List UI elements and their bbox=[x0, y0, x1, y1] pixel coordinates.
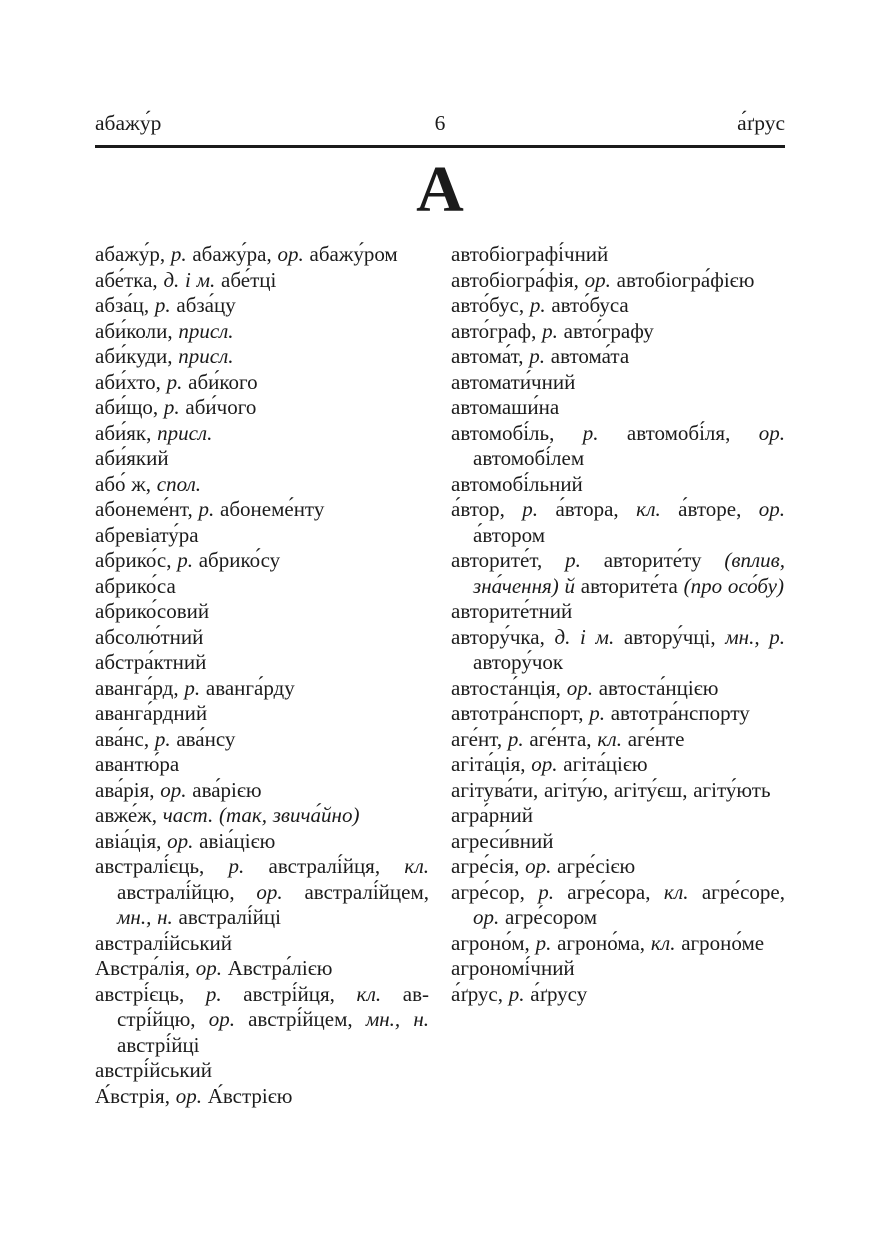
grammar-label: кл. bbox=[597, 726, 622, 751]
dictionary-entry bbox=[95, 523, 429, 549]
entry-text: ава́нс, bbox=[95, 726, 155, 751]
grammar-label: кл. bbox=[356, 981, 382, 1006]
entry-text: абрико́са bbox=[95, 573, 176, 598]
grammar-label: спол. bbox=[156, 471, 201, 496]
dictionary-entry bbox=[95, 625, 429, 651]
grammar-label: р. bbox=[184, 675, 201, 700]
dictionary-entry bbox=[451, 421, 785, 472]
entry-text: австралі́йцю, bbox=[117, 879, 257, 904]
entry-text: А́встрією bbox=[201, 1083, 293, 1108]
entry-text: австралі́йці bbox=[172, 905, 281, 929]
grammar-label: мн., н. bbox=[117, 905, 173, 929]
entry-text: аби́коли, bbox=[95, 318, 179, 343]
grammar-label: присл. bbox=[157, 420, 213, 445]
dictionary-entry bbox=[451, 880, 785, 931]
entry-text: австралі́йця, bbox=[244, 854, 405, 878]
grammar-label: р. bbox=[154, 293, 171, 317]
dictionary-entry bbox=[95, 1058, 429, 1084]
entry-text: автобіогра́фія, bbox=[451, 267, 585, 292]
dictionary-entry bbox=[451, 829, 785, 855]
entry-text: агроно́ма, bbox=[551, 930, 651, 955]
entry-text: автобіографі́чний bbox=[451, 242, 609, 266]
dictionary-entry bbox=[95, 395, 429, 421]
dictionary-entry bbox=[95, 701, 429, 727]
entry-text: авантю́ра bbox=[95, 752, 180, 776]
dictionary-entry bbox=[451, 982, 785, 1008]
page-number: 6 bbox=[434, 111, 446, 135]
entry-text: абажу́р, bbox=[95, 242, 171, 266]
dictionary-entry bbox=[95, 1084, 429, 1110]
entry-text: абе́тка, bbox=[95, 267, 164, 292]
dictionary-entry bbox=[451, 548, 785, 599]
dictionary-entry bbox=[451, 242, 785, 268]
dictionary-entry bbox=[451, 854, 785, 880]
entry-text: авторите́та bbox=[575, 573, 684, 598]
dictionary-entry bbox=[95, 931, 429, 957]
entry-text: аби́кого bbox=[182, 369, 258, 394]
dictionary-entry bbox=[451, 293, 785, 319]
dictionary-entry bbox=[95, 293, 429, 319]
entry-text: авто́буса bbox=[545, 293, 629, 317]
dictionary-entry bbox=[95, 421, 429, 447]
grammar-label: ор. bbox=[167, 828, 194, 853]
entry-text: абрико́совий bbox=[95, 599, 210, 623]
entry-text: а́вторе, bbox=[660, 497, 759, 521]
entry-text: авже́ж, bbox=[95, 803, 163, 827]
dictionary-entry bbox=[95, 829, 429, 855]
dictionary-entry bbox=[451, 370, 785, 396]
entry-text: австрі́йці bbox=[117, 1032, 200, 1057]
entry-text: а́ґрус, bbox=[451, 981, 509, 1006]
dictionary-entry bbox=[95, 344, 429, 370]
running-head-last-word: а́ґрус bbox=[737, 111, 785, 135]
grammar-label: д. і м. bbox=[163, 267, 216, 292]
entry-text: авторите́т, bbox=[451, 548, 566, 572]
entry-text: ава́рією bbox=[186, 777, 262, 802]
entry-text: агіта́цією bbox=[557, 752, 648, 776]
dictionary-entry bbox=[95, 803, 429, 829]
entry-text: ава́рія, bbox=[95, 777, 161, 802]
entry-text: автотра́нспорт, bbox=[451, 701, 590, 725]
dictionary-entry bbox=[95, 242, 429, 268]
entry-text: агре́сором bbox=[499, 905, 597, 929]
entry-text: Австра́лія, bbox=[95, 956, 196, 980]
entry-text: або́ ж, bbox=[95, 471, 157, 496]
dictionary-entry bbox=[451, 497, 785, 548]
grammar-label: д. і м. bbox=[554, 624, 615, 649]
dictionary-entry bbox=[451, 752, 785, 778]
dictionary-entry bbox=[95, 727, 429, 753]
grammar-label: р. bbox=[535, 930, 552, 955]
section-letter: А bbox=[416, 153, 464, 226]
entry-text: автору́чок bbox=[473, 650, 564, 674]
entry-text: автомобі́ль, bbox=[451, 420, 583, 445]
dictionary-entry bbox=[95, 778, 429, 804]
dictionary-entry bbox=[451, 344, 785, 370]
dictionary-entry bbox=[451, 727, 785, 753]
entry-text: австрі́йцю, bbox=[117, 981, 429, 1031]
entry-text: ава́нсу bbox=[170, 726, 236, 751]
entry-text: автома́т, bbox=[451, 344, 530, 368]
grammar-label: присл. bbox=[178, 344, 234, 368]
grammar-label: кл. bbox=[663, 879, 689, 904]
grammar-label: й bbox=[564, 573, 576, 598]
dictionary-entry bbox=[95, 548, 429, 574]
grammar-label: ор. bbox=[195, 956, 222, 980]
grammar-label: ор. bbox=[584, 267, 611, 292]
grammar-label: ор. bbox=[566, 675, 593, 700]
dictionary-entry bbox=[95, 676, 429, 702]
entry-text: австрі́йця, bbox=[221, 981, 357, 1006]
entry-text: агроно́ме bbox=[675, 930, 765, 955]
entry-text: аванга́рду bbox=[200, 675, 295, 700]
entry-text: агреси́вний bbox=[451, 828, 554, 853]
entry-text: авіа́ція, bbox=[95, 828, 168, 853]
dictionary-entry bbox=[451, 778, 785, 804]
entry-text: автоста́нція, bbox=[451, 675, 567, 700]
grammar-label: ор. bbox=[473, 905, 500, 929]
column-left bbox=[95, 242, 429, 1109]
grammar-label: кл. bbox=[650, 930, 676, 955]
entry-text: автомобі́ля, bbox=[598, 420, 759, 445]
grammar-label: р. bbox=[228, 854, 245, 878]
entry-text: абстра́ктний bbox=[95, 650, 207, 674]
entry-text: агре́сор, bbox=[451, 879, 539, 904]
entry-text: автору́чка, bbox=[451, 624, 555, 649]
entry-text: а́втора, bbox=[538, 497, 637, 521]
entry-text: автотра́нспорту bbox=[604, 701, 750, 725]
header-rule bbox=[95, 145, 785, 148]
dictionary-entry bbox=[451, 676, 785, 702]
entry-text: агре́сією bbox=[551, 854, 636, 878]
grammar-label: ор. bbox=[531, 752, 558, 776]
entry-text: австралі́йський bbox=[95, 930, 233, 955]
entry-text: агітува́ти, агіту́ю, агіту́єш, агіту́ють bbox=[451, 777, 771, 802]
entry-text: абажу́ром bbox=[303, 242, 398, 266]
entry-text: автомати́чний bbox=[451, 369, 576, 394]
grammar-label: част. bbox=[162, 803, 214, 827]
entry-text: абревіату́ра bbox=[95, 522, 199, 547]
entry-text: аби́що, bbox=[95, 395, 164, 419]
grammar-label: кл. bbox=[636, 497, 661, 521]
entry-text: автобіогра́фією bbox=[610, 267, 755, 292]
grammar-label: р. bbox=[507, 726, 524, 751]
entry-text: абе́тці bbox=[215, 267, 277, 292]
entry-text: абрико́с, bbox=[95, 548, 178, 572]
dictionary-entry bbox=[95, 268, 429, 294]
entry-text: автомаши́на bbox=[451, 395, 560, 419]
entry-text: абонеме́нту bbox=[214, 497, 325, 521]
dictionary-entry bbox=[95, 446, 429, 472]
grammar-label: ор. bbox=[758, 420, 785, 445]
grammar-label: ор. bbox=[277, 242, 304, 266]
dictionary-entry bbox=[95, 982, 429, 1059]
dictionary-entry bbox=[95, 319, 429, 345]
entry-text: аванга́рдний bbox=[95, 701, 208, 725]
entry-text: агроно́м, bbox=[451, 930, 536, 955]
entry-text: Австра́лією bbox=[221, 956, 333, 980]
grammar-label: р. bbox=[538, 879, 554, 904]
dictionary-entry bbox=[95, 574, 429, 600]
grammar-label: ор. bbox=[525, 854, 552, 878]
entry-text: а́втор, bbox=[451, 497, 523, 521]
dictionary-entry bbox=[451, 803, 785, 829]
grammar-label: (так, звича́йно) bbox=[218, 803, 360, 827]
grammar-label: мн., н. bbox=[365, 1007, 429, 1031]
entry-text: авторите́тний bbox=[451, 599, 573, 623]
grammar-label: р. bbox=[177, 548, 193, 572]
entry-text: австрі́йський bbox=[95, 1058, 213, 1082]
grammar-label: р. bbox=[205, 981, 222, 1006]
grammar-label: р. bbox=[565, 548, 581, 572]
grammar-label: ор. bbox=[160, 777, 187, 802]
entry-text: австрі́йцем, bbox=[234, 1007, 366, 1031]
entry-text: австрі́єць, bbox=[95, 981, 206, 1006]
entry-text: абрико́су bbox=[192, 548, 281, 572]
entry-text: абажу́ра, bbox=[186, 242, 278, 266]
running-head-first-word: абажу́р bbox=[95, 111, 162, 135]
entry-text: австралі́єць, bbox=[95, 854, 229, 878]
entry-text: а́ґрусу bbox=[524, 981, 588, 1006]
entry-text: аге́нта, bbox=[523, 726, 598, 751]
entry-text: агре́сора, bbox=[553, 879, 664, 904]
grammar-label: ор. bbox=[256, 879, 283, 904]
dictionary-entry bbox=[451, 956, 785, 982]
grammar-label: (вплив, зна́чення) bbox=[473, 548, 785, 598]
entry-text: абза́цу bbox=[170, 293, 236, 317]
entry-text: авто́бус, bbox=[451, 293, 530, 317]
dictionary-entry bbox=[95, 370, 429, 396]
dictionary-entry bbox=[451, 599, 785, 625]
dictionary-entry bbox=[451, 319, 785, 345]
grammar-label: р. bbox=[529, 293, 546, 317]
grammar-label: р. bbox=[582, 420, 599, 445]
entry-text: автоста́нцією bbox=[592, 675, 719, 700]
dictionary-entry bbox=[95, 650, 429, 676]
entry-text: аби́який bbox=[95, 446, 169, 470]
entry-text: автомобі́льний bbox=[451, 471, 583, 496]
grammar-label: присл. bbox=[178, 318, 234, 343]
entry-text: аге́нте bbox=[621, 726, 685, 751]
running-head bbox=[95, 110, 785, 136]
grammar-label: р. bbox=[170, 242, 187, 266]
grammar-label: р. bbox=[589, 701, 605, 725]
dictionary-entry bbox=[451, 931, 785, 957]
grammar-label: р. bbox=[198, 497, 215, 521]
entry-text: автома́та bbox=[545, 344, 630, 368]
entry-text: аге́нт, bbox=[451, 726, 508, 751]
dictionary-entry bbox=[95, 956, 429, 982]
grammar-label: ор. bbox=[208, 1007, 235, 1031]
entry-text: агре́соре, bbox=[688, 879, 786, 904]
dictionary-entry bbox=[95, 752, 429, 778]
entry-text: а́втором bbox=[473, 522, 546, 547]
entry-text: аванга́рд, bbox=[95, 675, 185, 700]
grammar-label: кл. bbox=[404, 854, 429, 878]
dictionary-entry bbox=[95, 497, 429, 523]
grammar-label: р. bbox=[542, 318, 558, 343]
dictionary-entry bbox=[95, 854, 429, 931]
entry-text: агра́рний bbox=[451, 803, 533, 827]
entry-text: агре́сія, bbox=[451, 854, 526, 878]
entry-text: абсолю́тний bbox=[95, 624, 204, 649]
entry-text: автору́чці, bbox=[614, 624, 726, 649]
entry-text: авто́графу bbox=[557, 318, 654, 343]
dictionary-entry bbox=[95, 599, 429, 625]
entry-text: авторите́ту bbox=[580, 548, 725, 572]
entry-text: аби́як, bbox=[95, 420, 158, 445]
dictionary-entry bbox=[451, 472, 785, 498]
grammar-label: р. bbox=[166, 369, 183, 394]
entry-text: аби́хто, bbox=[95, 369, 167, 394]
dictionary-entry bbox=[95, 472, 429, 498]
entry-text: абза́ц, bbox=[95, 293, 155, 317]
entry-text: автомобі́лем bbox=[473, 446, 585, 470]
grammar-label: р. bbox=[508, 981, 525, 1006]
entry-text: аби́куди, bbox=[95, 344, 179, 368]
grammar-label: р. bbox=[529, 344, 545, 368]
grammar-label: мн., р. bbox=[725, 624, 785, 649]
entry-text: австралі́йцем, bbox=[282, 879, 429, 904]
dictionary-entry bbox=[451, 268, 785, 294]
column-right bbox=[451, 242, 785, 1109]
entry-text: абонеме́нт, bbox=[95, 497, 199, 521]
entry-text: авто́граф, bbox=[451, 318, 543, 343]
dictionary-entry bbox=[451, 395, 785, 421]
entry-text: агіта́ція, bbox=[451, 752, 532, 776]
grammar-label: (про осо́бу) bbox=[683, 573, 784, 598]
grammar-label: ор. bbox=[175, 1083, 202, 1108]
grammar-label: ор. bbox=[758, 497, 786, 521]
dictionary-columns bbox=[95, 242, 785, 1109]
entry-text: аби́чого bbox=[179, 395, 257, 419]
dictionary-entry bbox=[451, 701, 785, 727]
grammar-label: р. bbox=[154, 726, 171, 751]
entry-text: агрономі́чний bbox=[451, 956, 575, 980]
dictionary-entry bbox=[451, 625, 785, 676]
grammar-label: р. bbox=[163, 395, 180, 419]
grammar-label: р. bbox=[522, 497, 539, 521]
entry-text: авіа́цією bbox=[193, 828, 276, 853]
entry-text: А́встрія, bbox=[95, 1083, 176, 1108]
